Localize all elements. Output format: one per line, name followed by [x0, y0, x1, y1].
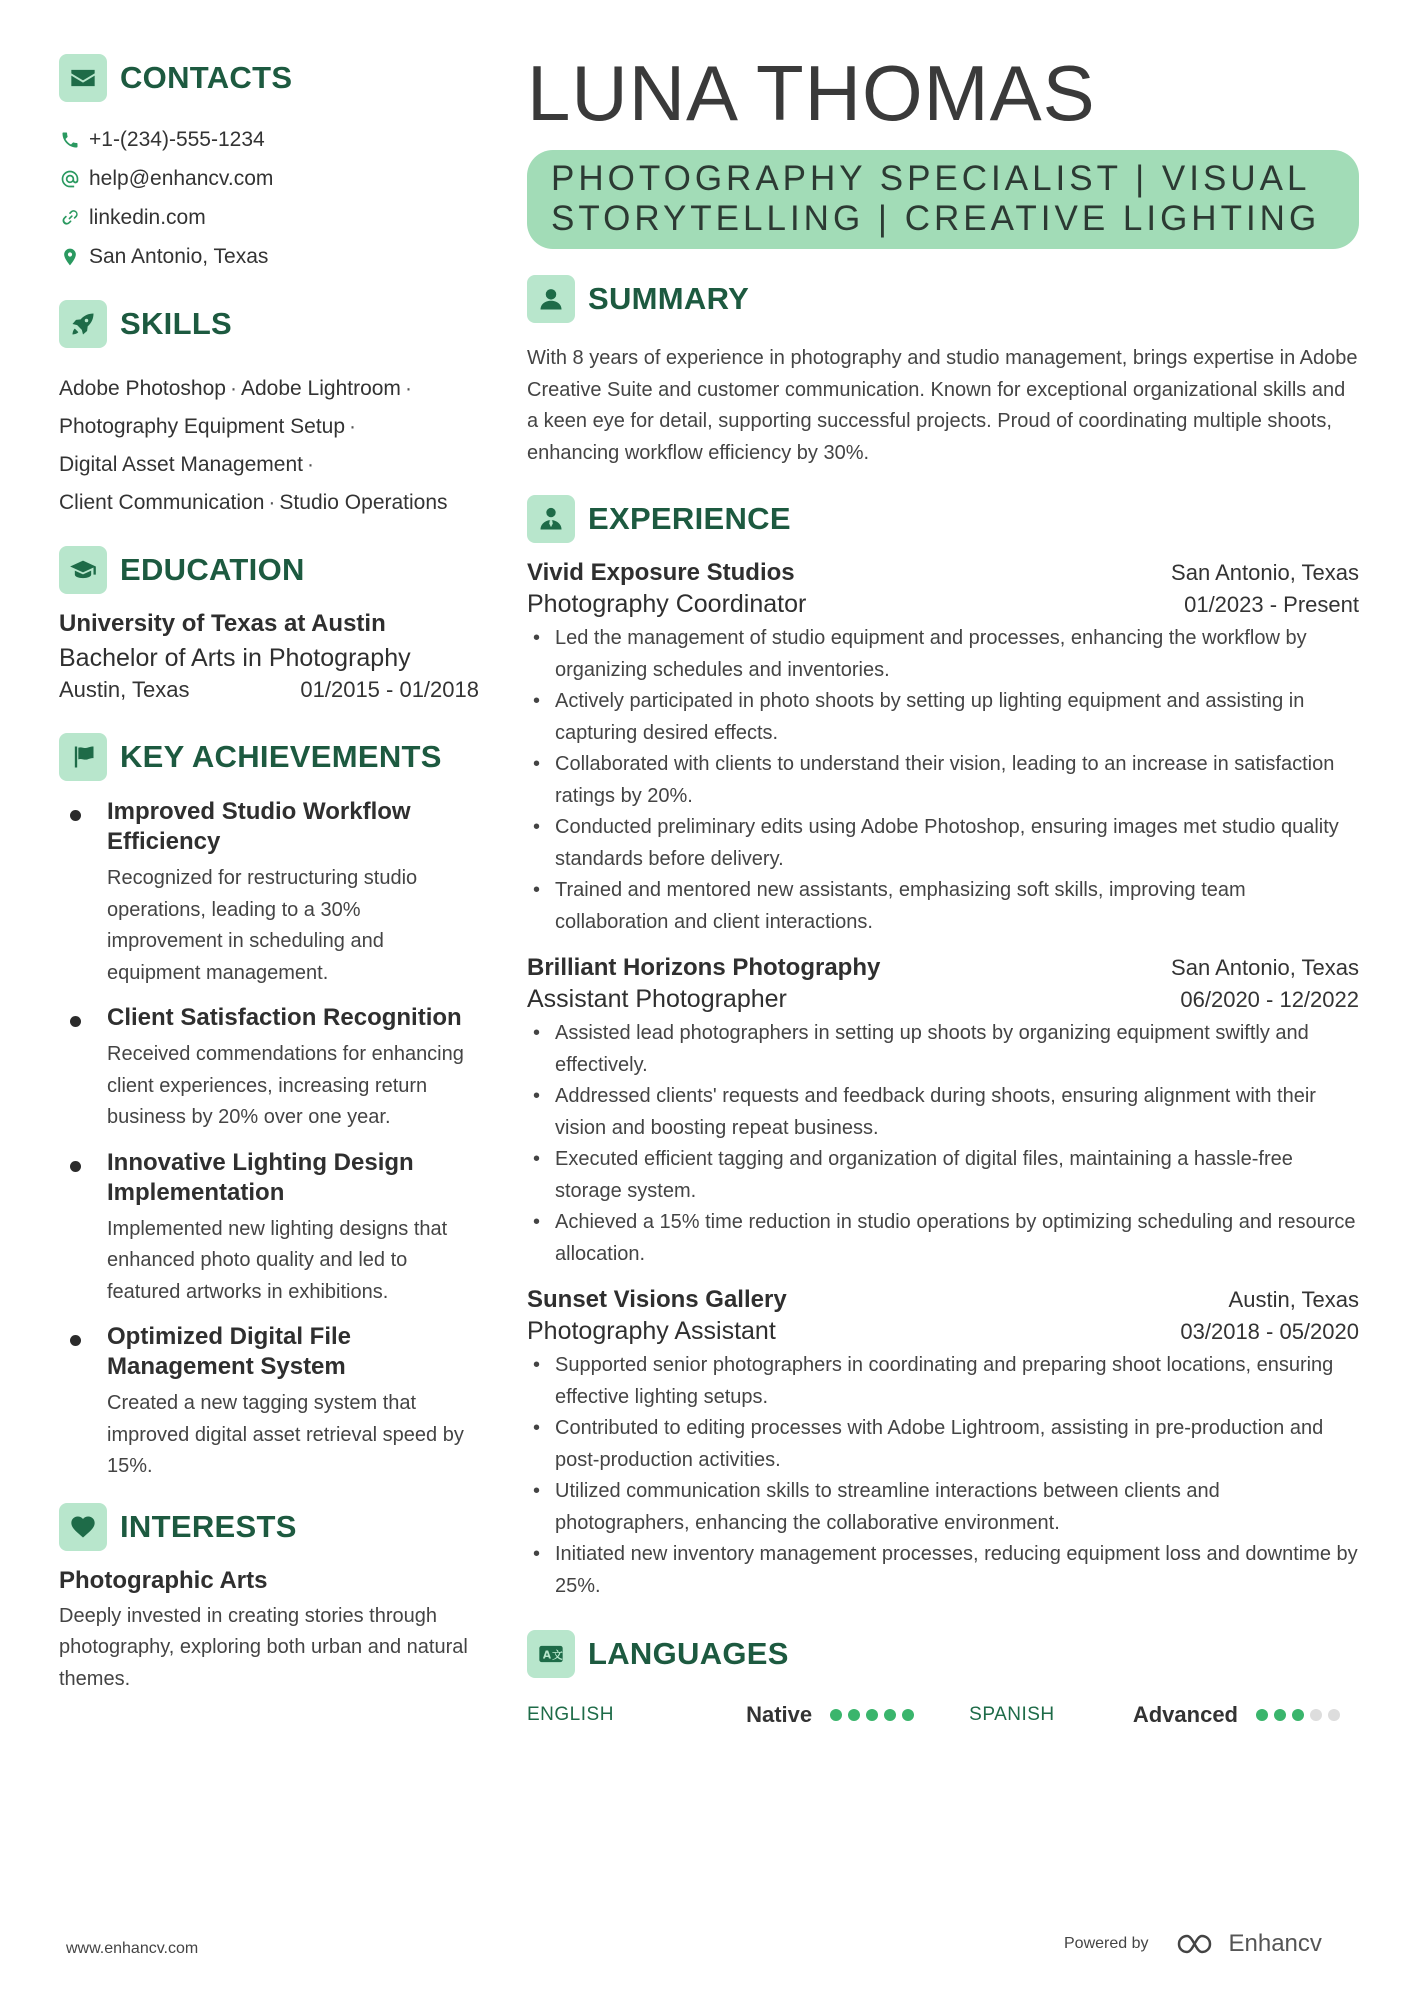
skills-line: Digital Asset Management ·	[59, 453, 314, 476]
svg-text:文: 文	[552, 1649, 563, 1662]
achievement-desc: Recognized for restructuring studio operations, leading to a 30% improvement in scheduling and equipment management.	[107, 867, 418, 984]
proficiency-dot	[884, 1709, 896, 1721]
job-dates: 01/2023 - Present	[1184, 592, 1359, 617]
contact-linkedin[interactable]	[59, 198, 479, 237]
job-entry	[527, 559, 1359, 938]
section-header	[527, 1630, 1359, 1678]
enhancv-logo-icon	[1175, 1931, 1221, 1957]
edu-school: University of Texas at Austin	[59, 610, 386, 637]
job-bullet: • Trained and mentored new assistants, emphasizing soft skills, improving team collaboration and client interactions.	[527, 875, 1359, 938]
section-header	[59, 300, 479, 348]
achievement-title: Client Satisfaction Recognition	[107, 1004, 462, 1031]
bullet-icon	[70, 1016, 81, 1027]
achievement-item	[59, 1003, 479, 1134]
edu-meta	[59, 677, 479, 703]
skill-item: Digital Asset Management	[59, 453, 303, 476]
section-title: CONTACTS	[120, 60, 293, 95]
job-location: San Antonio, Texas	[1171, 955, 1359, 980]
phone-text: +1-(234)-555-1234	[89, 127, 265, 151]
map-pin-icon	[59, 246, 81, 268]
edu-dates: 01/2015 - 01/2018	[300, 677, 479, 702]
candidate-name: LUNA THOMAS	[527, 49, 1096, 137]
achievement-desc: Created a new tagging system that improved digital asset retrieval speed by 15%.	[107, 1392, 464, 1477]
job-bullet: • Contributed to editing processes with Adobe Lightroom, assisting in pre-production and post-production activities.	[527, 1413, 1359, 1476]
job-bullet: • Initiated new inventory management processes, reducing equipment loss and downtime by 25%.	[527, 1539, 1359, 1602]
job-role: Photography Assistant	[527, 1317, 776, 1345]
job-bullet: • Utilized communication skills to streamline interactions between clients and photographers, enhancing the collaborative environment.	[527, 1476, 1359, 1539]
achievement-item	[59, 797, 479, 989]
achievements-section	[59, 733, 479, 1483]
email-text: help@enhancv.com	[89, 166, 274, 190]
footer-branding	[1064, 1930, 1322, 1958]
job-bullet: • Supported senior photographers in coordinating and preparing shoot locations, ensuring effective lighting setups.	[527, 1350, 1359, 1413]
powered-by-label: Powered by	[1064, 1935, 1149, 1952]
right-column	[527, 50, 1359, 1728]
heart-icon	[59, 1503, 107, 1551]
experience-section	[527, 495, 1359, 1602]
proficiency-dot	[1310, 1709, 1322, 1721]
bullet-icon	[70, 1161, 81, 1172]
section-title: INTERESTS	[120, 1508, 297, 1544]
contact-phone[interactable]	[59, 120, 479, 159]
left-column	[59, 54, 479, 1695]
job-bullets	[527, 623, 1359, 938]
skill-item: Client Communication	[59, 491, 265, 514]
language-name: SPANISH	[969, 1704, 1055, 1725]
section-title: EXPERIENCE	[588, 501, 791, 536]
skills-list	[59, 370, 479, 522]
skill-item: Photography Equipment Setup	[59, 415, 346, 438]
achievement-title: Improved Studio Workflow Efficiency	[107, 798, 411, 855]
job-bullet: • Conducted preliminary edits using Adobe Photoshop, ensuring images met studio quality standards before delivery.	[527, 812, 1359, 875]
language-name: ENGLISH	[527, 1704, 614, 1725]
edu-degree: Bachelor of Arts in Photography	[59, 644, 411, 672]
skill-item: Adobe Photoshop	[59, 377, 226, 400]
at-icon	[59, 168, 81, 190]
contacts-section	[59, 54, 479, 276]
section-header	[527, 275, 1359, 323]
achievement-title: Innovative Lighting Design Implementation	[107, 1148, 414, 1206]
headline-banner: PHOTOGRAPHY SPECIALIST | VISUAL STORYTELLING | CREATIVE LIGHTING	[527, 150, 1359, 249]
language-proficiency-dots	[1256, 1709, 1359, 1721]
proficiency-dot	[848, 1709, 860, 1721]
language-proficiency-dots	[830, 1709, 933, 1721]
summary-section	[527, 275, 1359, 469]
translate-icon	[527, 1630, 575, 1678]
enhancv-logo[interactable]	[1175, 1930, 1322, 1958]
section-title: EDUCATION	[120, 552, 305, 587]
achievement-desc: Implemented new lighting designs that enhanced photo quality and led to featured artworks in exhibitions.	[107, 1217, 448, 1303]
linkedin-text: linkedin.com	[89, 205, 206, 229]
section-header	[59, 1503, 479, 1551]
contact-location	[59, 237, 479, 276]
language-level: Advanced	[1132, 1702, 1238, 1727]
job-company: Sunset Visions Gallery	[527, 1286, 787, 1313]
footer-website[interactable]: www.enhancv.com	[66, 1940, 199, 1957]
job-dates: 03/2018 - 05/2020	[1180, 1319, 1359, 1344]
interest-title: Photographic Arts	[59, 1566, 268, 1594]
job-bullet: • Collaborated with clients to understand their vision, leading to an increase in satisfaction ratings by 20%.	[527, 749, 1359, 812]
job-entry	[527, 1286, 1359, 1602]
job-bullet: • Addressed clients' requests and feedback during shoots, ensuring alignment with their vision and boosting repeat business.	[527, 1081, 1359, 1144]
proficiency-dot	[1292, 1709, 1304, 1721]
job-company: Vivid Exposure Studios	[527, 559, 795, 586]
interests-section	[59, 1503, 479, 1696]
svg-text:A: A	[542, 1649, 551, 1662]
section-header	[59, 546, 479, 594]
interest-desc: Deeply invested in creating stories through photography, exploring both urban and natural themes.	[59, 1604, 468, 1690]
job-bullet: • Achieved a 15% time reduction in studio operations by optimizing scheduling and resource allocation.	[527, 1207, 1359, 1270]
proficiency-dot	[1328, 1709, 1340, 1721]
section-title: LANGUAGES	[588, 1636, 789, 1671]
flag-icon	[59, 733, 107, 781]
section-title: SUMMARY	[588, 281, 750, 316]
skill-item: Adobe Lightroom	[240, 377, 401, 400]
job-bullet: • Executed efficient tagging and organization of digital files, maintaining a hassle-free storage system.	[527, 1144, 1359, 1207]
proficiency-dot	[830, 1709, 842, 1721]
job-role: Assistant Photographer	[527, 985, 787, 1013]
edu-location: Austin, Texas	[59, 677, 190, 702]
summary-text: With 8 years of experience in photography and studio management, brings expertise in Adobe Creative Suite and customer communication. Known for exceptional organizational skills and a keen eye for detail, supporting successful projects. Proud of coordinating multiple shoots, enhancing workflow efficiency by 30%.	[527, 347, 1358, 464]
job-bullet: • Actively participated in photo shoots by setting up lighting equipment and assisting in capturing desired effects.	[527, 686, 1359, 749]
job-bullet: • Led the management of studio equipment and processes, enhancing the workflow by organizing schedules and inventories.	[527, 623, 1359, 686]
skills-line: Client Communication · Studio Operations	[59, 491, 448, 514]
job-dates: 06/2020 - 12/2022	[1180, 987, 1359, 1012]
envelope-icon	[59, 54, 107, 102]
education-section	[59, 546, 479, 703]
skills-line: Photography Equipment Setup ·	[59, 415, 357, 438]
skills-line: Adobe Photoshop · Adobe Lightroom ·	[59, 377, 412, 400]
proficiency-dot	[1256, 1709, 1268, 1721]
achievement-title: Optimized Digital File Management System	[107, 1323, 352, 1380]
location-text: San Antonio, Texas	[89, 244, 269, 268]
section-header	[59, 54, 479, 102]
job-entry	[527, 954, 1359, 1270]
job-bullet: • Assisted lead photographers in setting up shoots by organizing equipment swiftly and effectively.	[527, 1018, 1359, 1081]
job-company: Brilliant Horizons Photography	[527, 954, 881, 981]
bullet-icon	[70, 1335, 81, 1346]
job-location: San Antonio, Texas	[1171, 560, 1359, 585]
job-location: Austin, Texas	[1228, 1287, 1359, 1312]
skills-section	[59, 300, 479, 522]
achievement-item	[59, 1148, 479, 1309]
languages-row	[527, 1702, 1359, 1728]
rocket-icon	[59, 300, 107, 348]
link-icon	[59, 207, 81, 229]
graduation-cap-icon	[59, 546, 107, 594]
bullet-icon	[70, 810, 81, 821]
proficiency-dot	[1274, 1709, 1286, 1721]
skill-item: Studio Operations	[279, 491, 448, 514]
job-role: Photography Coordinator	[527, 590, 807, 618]
job-bullets	[527, 1350, 1359, 1602]
section-title: SKILLS	[120, 306, 233, 341]
achievement-item	[59, 1322, 479, 1483]
languages-section	[527, 1630, 1359, 1728]
contact-email[interactable]	[59, 159, 479, 198]
job-bullets	[527, 1018, 1359, 1270]
phone-icon	[59, 129, 81, 151]
proficiency-dot	[902, 1709, 914, 1721]
section-header	[527, 495, 1359, 543]
user-icon	[527, 275, 575, 323]
section-title: KEY ACHIEVEMENTS	[120, 739, 442, 774]
achievement-desc: Received commendations for enhancing client experiences, increasing return business by 20% over one year.	[107, 1043, 464, 1128]
language-level: Native	[746, 1702, 813, 1727]
section-header	[59, 733, 479, 781]
proficiency-dot	[866, 1709, 878, 1721]
briefcase-user-icon	[527, 495, 575, 543]
brand-name: Enhancv	[1228, 1930, 1322, 1957]
